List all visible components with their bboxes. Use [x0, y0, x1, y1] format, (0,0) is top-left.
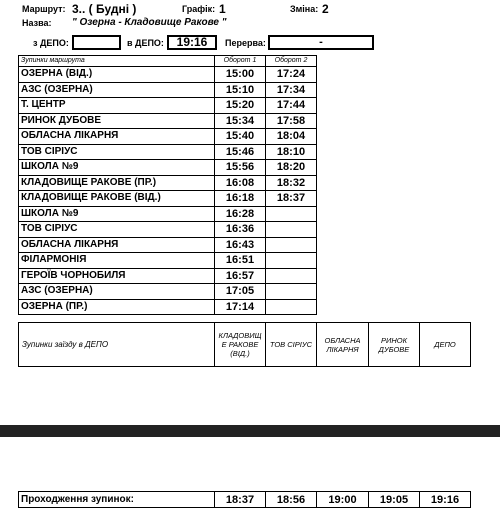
stop-name: ОБЛАСНА ЛІКАРНЯ — [19, 129, 215, 145]
table-row — [19, 160, 317, 176]
table-row — [19, 253, 317, 269]
turn-2-time — [266, 206, 317, 222]
break-value: - — [319, 36, 323, 48]
header-turn-1: Оборот 1 — [215, 56, 266, 67]
table-row — [19, 82, 317, 98]
turn-1-time: 17:05 — [215, 284, 266, 300]
stop-name: ФІЛАРМОНІЯ — [19, 253, 215, 269]
table-row — [19, 284, 317, 300]
turn-1-time: 15:46 — [215, 144, 266, 160]
table-row — [19, 129, 317, 145]
stop-name: АЗС (ОЗЕРНА) — [19, 284, 215, 300]
turn-2-time: 18:37 — [266, 191, 317, 207]
name-label: Назва: — [22, 18, 52, 28]
table-row — [19, 175, 317, 191]
stop-name: КЛАДОВИЩЕ РАКОВЕ (ПР.) — [19, 175, 215, 191]
schedule-header-row — [19, 56, 317, 67]
turn-1-time: 16:36 — [215, 222, 266, 238]
from-depot-field — [72, 35, 121, 50]
passage-time: 18:37 — [215, 492, 266, 508]
stop-name: ОЗЕРНА (ПР.) — [19, 299, 215, 315]
stop-name: ГЕРОЇВ ЧОРНОБИЛЯ — [19, 268, 215, 284]
passage-label: Проходження зупинок: — [19, 492, 215, 508]
passage-time: 19:00 — [317, 492, 369, 508]
table-row — [19, 98, 317, 114]
depot-stop: ДЕПО — [420, 323, 471, 367]
turn-2-time — [266, 222, 317, 238]
turn-1-time: 16:18 — [215, 191, 266, 207]
stop-name: ШКОЛА №9 — [19, 206, 215, 222]
table-row — [19, 113, 317, 129]
stop-name: ШКОЛА №9 — [19, 160, 215, 176]
break-label: Перерва: — [225, 38, 266, 48]
header-turn-2: Оборот 2 — [266, 56, 317, 67]
table-row — [19, 206, 317, 222]
table-row — [19, 191, 317, 207]
turn-2-time: 17:44 — [266, 98, 317, 114]
turn-2-time — [266, 268, 317, 284]
turn-2-time: 18:10 — [266, 144, 317, 160]
route-label: Маршрут: — [22, 4, 66, 14]
table-row — [19, 222, 317, 238]
schedule-label: Графік: — [182, 4, 216, 14]
turn-2-time — [266, 253, 317, 269]
stop-name: ОБЛАСНА ЛІКАРНЯ — [19, 237, 215, 253]
turn-2-time: 18:32 — [266, 175, 317, 191]
turn-2-time — [266, 284, 317, 300]
schedule-table — [18, 55, 317, 315]
depot-stop: КЛАДОВИЩ Е РАКОВЕ (ВІД.) — [215, 323, 266, 367]
depot-stops-label: Зупинки заїзду в ДЕПО — [19, 323, 215, 367]
header-stops: Зупинки маршрута — [19, 56, 215, 67]
table-row — [19, 299, 317, 315]
turn-1-time: 15:20 — [215, 98, 266, 114]
route-name: " Озерна - Кладовище Ракове " — [72, 17, 227, 28]
turn-1-time: 15:56 — [215, 160, 266, 176]
table-row — [19, 268, 317, 284]
passage-time: 18:56 — [266, 492, 317, 508]
shift-label: Зміна: — [290, 4, 319, 14]
stop-name: ОЗЕРНА (ВІД.) — [19, 67, 215, 83]
turn-2-time: 17:58 — [266, 113, 317, 129]
from-depot-label: з ДЕПО: — [33, 38, 69, 48]
turn-1-time: 17:14 — [215, 299, 266, 315]
schedule-value: 1 — [219, 2, 226, 16]
turn-1-time: 16:08 — [215, 175, 266, 191]
passage-time: 19:05 — [369, 492, 420, 508]
stop-name: АЗС (ОЗЕРНА) — [19, 82, 215, 98]
route-value: 3.. ( Будні ) — [72, 2, 137, 16]
depot-stop: ТОВ СІРІУС — [266, 323, 317, 367]
passage-time: 19:16 — [420, 492, 471, 508]
turn-2-time: 18:20 — [266, 160, 317, 176]
turn-2-time — [266, 237, 317, 253]
turn-1-time: 15:00 — [215, 67, 266, 83]
shift-value: 2 — [322, 2, 329, 16]
turn-1-time: 16:28 — [215, 206, 266, 222]
table-row — [19, 144, 317, 160]
stop-name: ТОВ СІРІУС — [19, 222, 215, 238]
turn-1-time: 16:51 — [215, 253, 266, 269]
page-separator — [0, 425, 500, 437]
table-row — [19, 237, 317, 253]
depot-stop: ОБЛАСНА ЛІКАРНЯ — [317, 323, 369, 367]
turn-1-time: 15:40 — [215, 129, 266, 145]
to-depot-field — [167, 35, 217, 50]
to-depot-value: 19:16 — [176, 35, 208, 49]
stop-name: РИНОК ДУБОВЕ — [19, 113, 215, 129]
turn-2-time: 18:04 — [266, 129, 317, 145]
turn-2-time: 17:34 — [266, 82, 317, 98]
stop-name: КЛАДОВИЩЕ РАКОВЕ (ВІД.) — [19, 191, 215, 207]
turn-1-time: 15:34 — [215, 113, 266, 129]
break-field — [268, 35, 374, 50]
turn-1-time: 16:57 — [215, 268, 266, 284]
depot-stop: РИНОК ДУБОВЕ — [369, 323, 420, 367]
depot-stops-table — [18, 322, 471, 367]
turn-1-time: 16:43 — [215, 237, 266, 253]
turn-1-time: 15:10 — [215, 82, 266, 98]
stop-name: ТОВ СІРІУС — [19, 144, 215, 160]
passage-table — [18, 491, 471, 508]
turn-2-time — [266, 299, 317, 315]
table-row — [19, 67, 317, 83]
to-depot-label: в ДЕПО: — [127, 38, 164, 48]
stop-name: Т. ЦЕНТР — [19, 98, 215, 114]
turn-2-time: 17:24 — [266, 67, 317, 83]
